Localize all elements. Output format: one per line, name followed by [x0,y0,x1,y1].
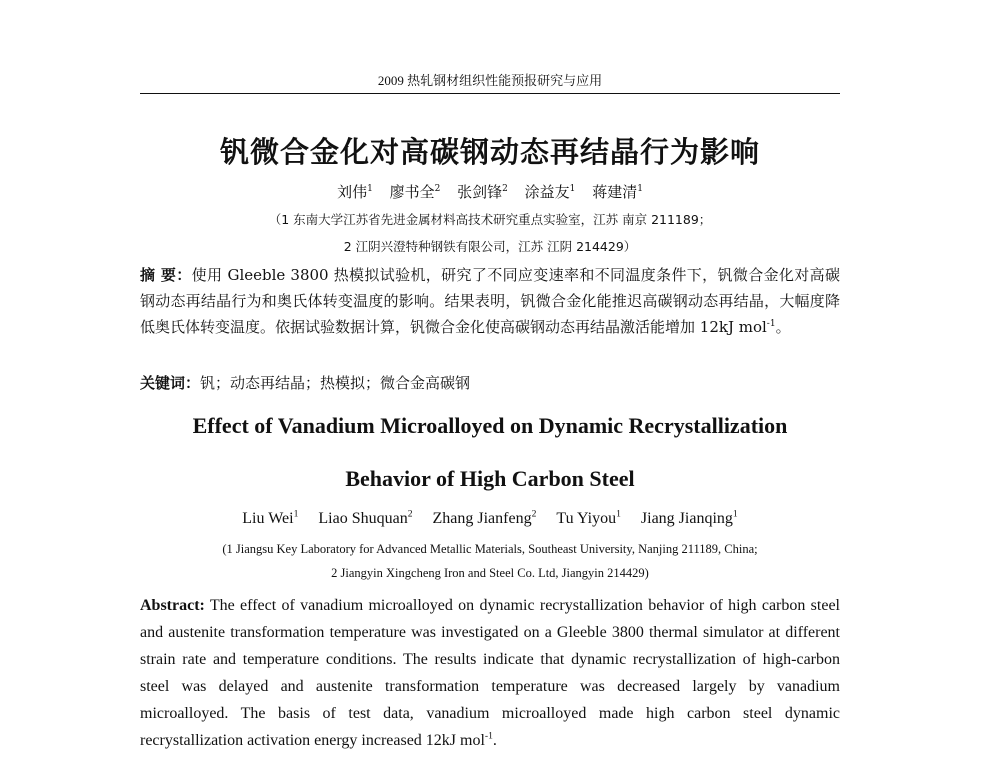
abstract-cn-text: 使用 Gleeble 3800 热模拟试验机，研究了不同应变速率和不同温度条件下，钒微合金化对高碳钢动态再结晶行为和奥氏体转变温度的影响。结果表明，钒微合金化能推迟高碳钢动态再结晶，大幅度降低奥氏体转变温度。依据试验数据计算，钒微合金化使高碳钢动态再结晶激活能增加 12kJ mol [140,266,840,336]
affiliation-en-2: 2 Jiangyin Xingcheng Iron and Steel Co. Ltd, Jiangyin 214429) [331,566,649,580]
affiliation-cn-2: 2 江阴兴澄特种钢铁有限公司，江苏 江阴 214429） [343,239,637,254]
author-cn: 蒋建清$^1$ [592,183,643,201]
author-en: Liu Wei$^1$ [242,508,299,527]
abstract-chinese: 摘 要：使用 Gleeble 3800 热模拟试验机，研究了不同应变速率和不同温度条件下，钒微合金化对高碳钢动态再结晶行为和奥氏体转变温度的影响。结果表明，钒微合金化能推迟高碳钢动态再结晶，大幅度降低奥氏体转变温度。依据试验数据计算，钒微合金化使高碳钢动态再结晶激活能增加 12kJ mol$^{-1}$。 [140,266,840,336]
authors-english [140,510,840,528]
author-en: Zhang Jianfeng$^2$ [432,508,537,527]
abstract-cn-label: 摘 要： [140,266,192,284]
abstract-en-text: The effect of vanadium microalloyed on dynamic recrystallization behavior of high carbon steel and austenite transformation temperature was investigated on a Gleeble 3800 thermal simulator at different strain rate and temperature conditions. The results indicate that dynamic recrystallization of high-carbon steel was delayed and austenite transformation temperature was decreased largely by vanadium microalloyed. The basis of test data, vanadium microalloyed made high carbon steel dynamic recrystallization activation energy increased 12kJ mol [140,597,840,749]
author-en: Liao Shuquan$^2$ [318,508,413,527]
author-en: Jiang Jianqing$^1$ [640,508,738,527]
abstract-en-label: Abstract: [140,597,205,614]
header-rule [140,93,840,94]
authors-chinese [140,181,840,202]
title-english-line2: Behavior of High Carbon Steel [345,466,635,491]
author-cn: 张剑锋$^2$ [457,183,508,201]
title-english-line1: Effect of Vanadium Microalloyed on Dynamic Recrystallization [192,413,788,438]
abstract-english: Abstract: The effect of vanadium microalloyed on dynamic recrystallization behavior of high carbon steel and austenite transformation temperature was investigated on a Gleeble 3800 thermal simulator at different strain rate and temperature conditions. The results indicate that dynamic recrystallization of high-carbon steel was delayed and austenite transformation temperature was decreased largely by vanadium microalloyed. The basis of test data, vanadium microalloyed made high carbon steel dynamic recrystallization activation energy increased 12kJ mol$^{-1}$. [140,597,840,749]
keywords-cn-text: 钒；动态再结晶；热模拟；微合金高碳钢 [200,374,471,392]
title-chinese: 钒微合金化对高碳钢动态再结晶行为影响 [219,135,760,169]
author-cn: 廖书全$^2$ [389,183,441,201]
keywords-chinese [140,370,840,396]
keywords-cn-label: 关键词： [140,374,201,392]
author-cn: 刘伟$^1$ [337,183,373,201]
author-cn: 涂益友$^1$ [524,183,576,201]
running-header: 2009 热轧钢材组织性能预报研究与应用 [377,73,603,88]
author-en: Tu Yiyou$^1$ [556,508,621,527]
affiliation-en-1: (1 Jiangsu Key Laboratory for Advanced Metallic Materials, Southeast University, Nanjing 211189, China; [222,542,758,556]
affiliation-cn-1: （1 东南大学江苏省先进金属材料高技术研究重点实验室，江苏 南京 211189； [268,212,712,227]
